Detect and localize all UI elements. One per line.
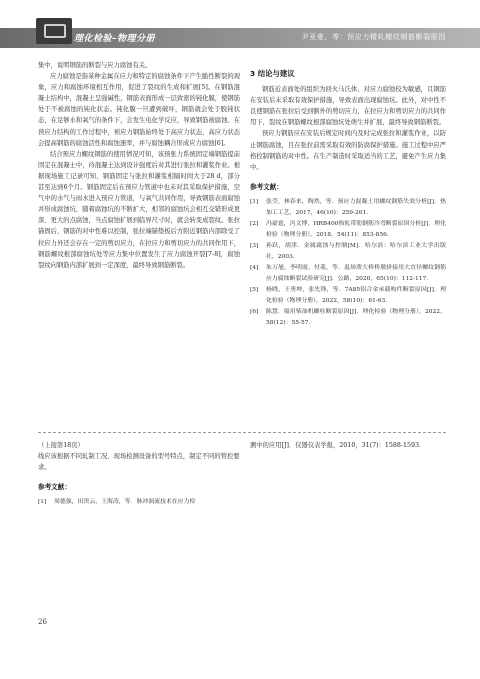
- left-column: [38, 60, 240, 271]
- reference-item: [250, 241, 446, 263]
- reference-text: 朱万旭，李明霞，付菱，等．退场溃大桥桥墩拼接用大直径螺纹钢筋应力腐蚀断裂试验研究[J]．公路，2020，65(10)：112-117.: [266, 264, 446, 282]
- journal-logo-icon: [36, 18, 72, 44]
- reference-number: [2]: [250, 220, 259, 227]
- reference-number: [4]: [250, 264, 259, 271]
- reference-number: [3]: [250, 242, 259, 249]
- reference-number: [5]: [250, 286, 259, 293]
- reference-text: 杨晓，王勇坤，张先锋，等．7A85铝合金承载构件断裂原因[J]．理化检验（物理分册），2022，58(10)：61-63.: [266, 286, 446, 304]
- reference-item: [250, 263, 446, 285]
- paragraph: 应力腐蚀是指某种金属在应力和特定的腐蚀条件下产生脆性断裂的现象，应力和腐蚀环境相互作用，促进了裂纹的生成和扩展[5]。在钢筋混凝土结构中，混凝土呈强碱性，钢筋表面形成一层致密的钝化膜，使钢筋处于不被腐蚀的钝化状态。钝化膜一旦遭到破坏，钢筋就会处于脱钝状态，在足够水和氧气的条件下，会发生电化学反应，导致钢筋被腐蚀。在预应力结构的工作过程中，预应力钢筋始终处于高应力状态，高应力状态会提高钢筋的腐蚀活性和腐蚀速率，并与腐蚀耦合形成应力腐蚀[6]。: [38, 73, 240, 147]
- reference-text: 孙跃，胡津．金属腐蚀与控制[M]．哈尔滨：哈尔滨工业大学出版社，2003.: [266, 242, 446, 260]
- reference-text: 张莹，林春来，陶然，等．预应力混凝土用螺纹钢筋失效分析[J]．热加工工艺，2017，46(10)：259-261.: [266, 198, 446, 216]
- reference-number: [1]: [250, 198, 259, 205]
- continued-article-left: [38, 440, 240, 508]
- reference-item: [250, 197, 446, 219]
- reference-number: [6]: [250, 308, 259, 315]
- reference-text: 冯豪霆，冯文博，HRB400热轧带肋钢筋冷弯断裂原因分析[J]．理化检验（物理分册），2018，54(11)：853-856.: [266, 220, 446, 238]
- continued-note: （上接第18页）: [38, 442, 84, 449]
- reference-item: [250, 285, 446, 307]
- paragraph: 结合预应力螺纹钢筋的使用情况可知，该预张力系统固定端钢筋提前固定在混凝土中，待混凝土达到设计强度后对其进行张拉和灌浆作业。根据现场施工记录可知，钢筋固定与张拉和灌浆相隔时间大于28 d，部分甚至达到6个月。钢筋固定后在预应力管道中也未对其采取保护措施，空气中的水气与雨水进入预应力管道，与氧气共同作用，导致钢筋表面腐蚀并形成腐蚀坑，随着腐蚀坑的不断扩大，相邻的腐蚀坑会相互交错形成更深、更大的点腐蚀，当点腐蚀扩展到临界尺寸时，就会转变成裂纹。张拉锚固后，钢筋的对中性难以控制，张拉端锚垫板后方附近钢筋内部除受了拉应力外还会存在一定的剪切应力，在拉应力和剪切应力的共同作用下，钢筋螺纹根部腐蚀坑处等应力集中位置发生了应力腐蚀开裂[7-8]，腐蚀裂纹向钢筋内部扩展到一定深度，最终导致钢筋断裂。: [38, 150, 240, 269]
- reference-number: [1]: [38, 499, 47, 506]
- reference-item: [250, 307, 446, 329]
- journal-name: 理化检验–物理分册: [74, 34, 156, 44]
- reference-text: 周德强，田贵云，王海涛，等．脉冲涡流技术在应力检: [54, 499, 196, 506]
- paragraph: 线应该根据不同轧制工况、现场检测设备的型号特点，制定不同的管控要求。: [38, 453, 240, 472]
- reference-item: [38, 497, 240, 508]
- right-column: [250, 60, 446, 329]
- reference-item: [250, 219, 446, 241]
- references-title: 参考文献：: [38, 483, 71, 492]
- page-number: 26: [38, 618, 47, 626]
- running-title: 尹亚豪，等：预应力精轧螺纹钢筋断裂原因: [301, 33, 446, 41]
- paragraph: 钢筋近表面处的组织为回火马氏体，对应力腐蚀较为敏感，且钢筋在安装后未采取有效保护措施，导致表面出现腐蚀坑。此外，对中性不良使钢筋在张拉后受到额外的剪切应力，在拉应力和剪切应力的共同作用下，裂纹在钢筋螺纹根部腐蚀坑处萌生并扩展，最终导致钢筋断裂。: [250, 86, 446, 127]
- paragraph: 集中，说明钢筋的断裂与应力腐蚀有关。: [38, 62, 152, 69]
- reference-text: 陈慧．船用柴油机螺柱断裂原因[J]．理化检验（物理分册），2022，58(12)：55-57.: [266, 308, 446, 326]
- paragraph: 预应力钢筋应在安装后规定时间内及时完成张拉和灌浆作业，以防止钢筋腐蚀，且在张拉前需采取有效的防腐保护措施。施工过程中应严格控制钢筋的对中性。在生产制造时采取适当的工艺，避免产生应力集中。: [250, 130, 446, 171]
- section-title: 3 结论与建议: [250, 69, 295, 78]
- section-divider: [38, 432, 446, 433]
- references-title: 参考文献：: [250, 182, 283, 191]
- reference-continuation: 测中的应用[J]．仪器仪表学报，2010，31(7)：1588-1593.: [250, 442, 422, 449]
- continued-article-right: [250, 440, 446, 451]
